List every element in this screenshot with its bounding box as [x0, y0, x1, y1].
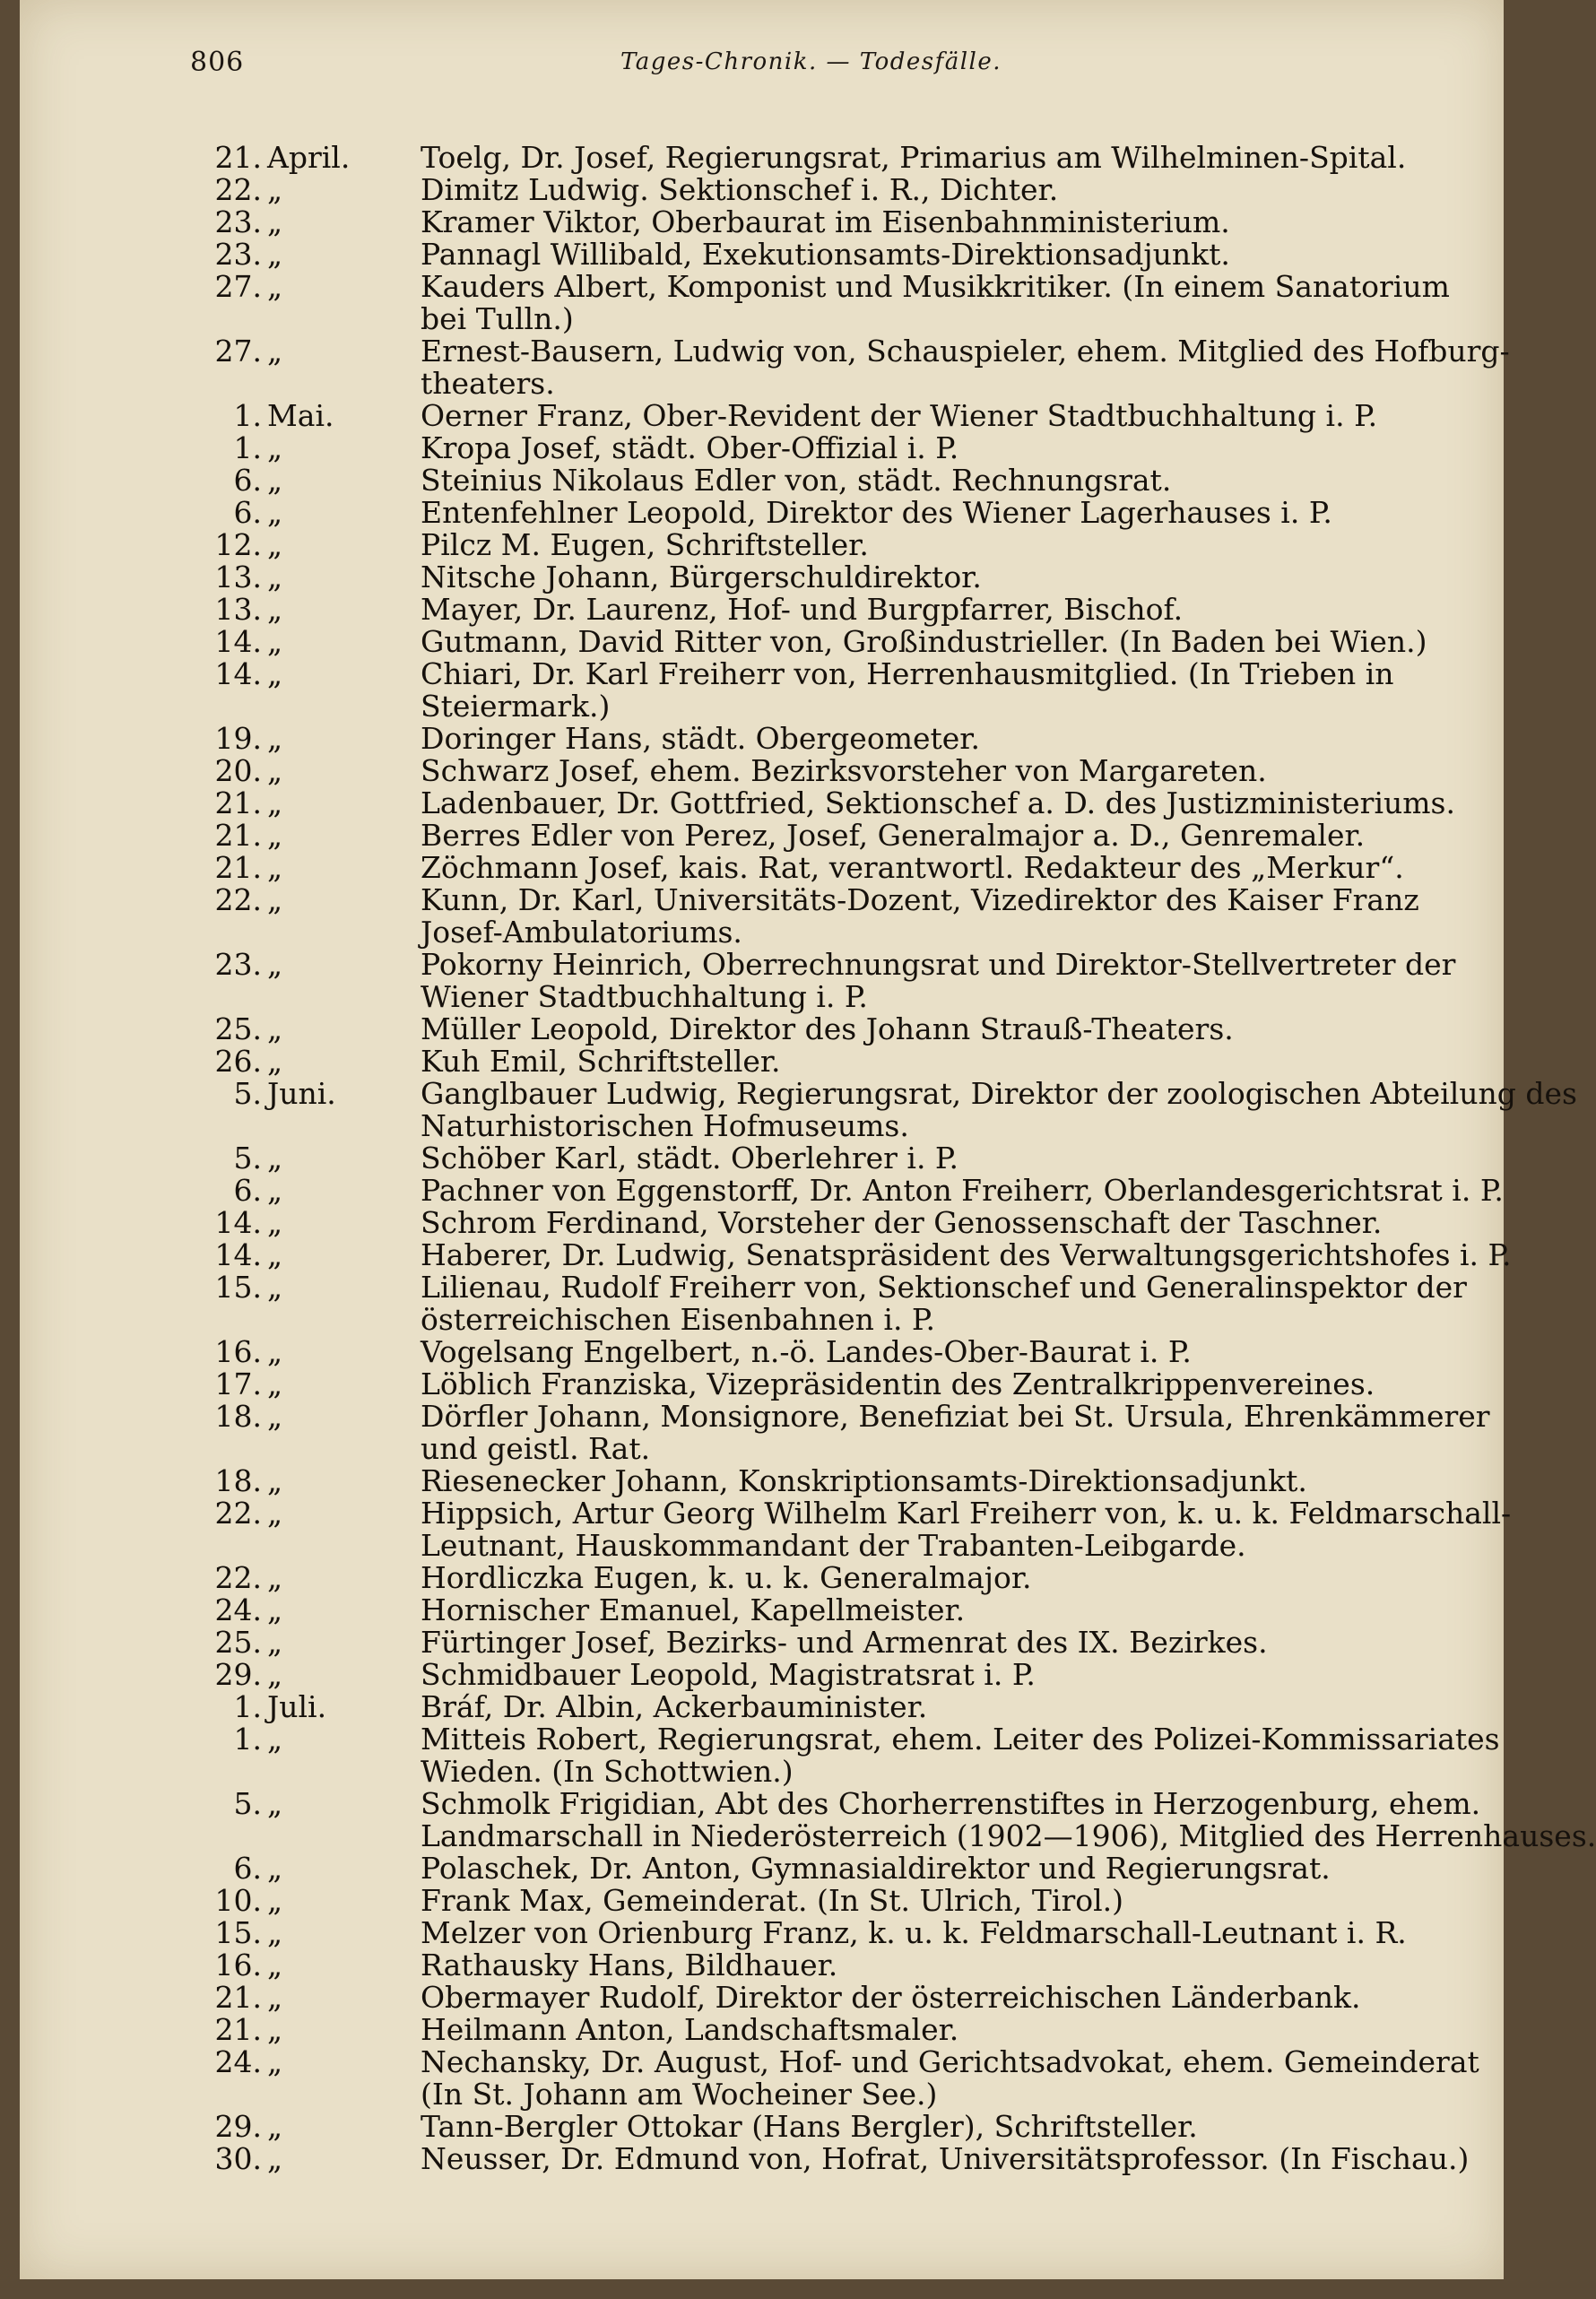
entry-first-line — [199, 1336, 1432, 1368]
entry-text: Entenfehlner Leopold, Direktor des Wiener Lagerhauses i. P. — [421, 495, 1332, 530]
entry-day: 24. — [214, 2044, 262, 2079]
entry-text: Naturhistorischen Hofmuseums. — [421, 1108, 909, 1143]
entry-month: „ — [267, 334, 283, 369]
entry-text: Steiermark.) — [421, 689, 611, 724]
list-item — [199, 755, 1432, 787]
entry-day: 24. — [214, 1592, 262, 1627]
entry-month: „ — [267, 2044, 283, 2079]
list-item — [199, 852, 1432, 884]
list-item — [199, 1465, 1432, 1497]
entry-day: 21. — [214, 140, 262, 175]
entry-day: 16. — [214, 1948, 262, 1982]
entry-first-line — [199, 1852, 1432, 1885]
entry-text: Berres Edler von Perez, Josef, Generalmajor a. D., Genremaler. — [421, 818, 1366, 853]
entry-day: 13. — [214, 592, 262, 627]
entry-first-line — [199, 400, 1432, 432]
entry-day: 21. — [214, 2012, 262, 2047]
entry-first-line — [199, 206, 1432, 239]
entry-day: 14. — [214, 624, 262, 659]
list-item — [199, 1076, 1577, 1143]
entry-month: „ — [267, 1141, 283, 1176]
entry-month: „ — [267, 172, 283, 207]
entry-day: 22. — [214, 172, 262, 207]
entry-day: 14. — [214, 656, 262, 691]
list-item — [199, 723, 1432, 755]
list-item — [199, 1885, 1432, 1917]
entry-day: 21. — [214, 785, 262, 820]
entry-month: „ — [267, 1496, 283, 1531]
entry-first-line — [199, 1562, 1432, 1594]
entry-continuation-line — [199, 981, 1432, 1013]
entry-month: „ — [267, 1851, 283, 1886]
entry-day: 15. — [214, 1270, 262, 1305]
entry-month: „ — [267, 1334, 283, 1369]
entry-first-line — [199, 1368, 1432, 1401]
entry-text: und geistl. Rat. — [421, 1431, 651, 1466]
entry-day: 23. — [214, 947, 262, 982]
entry-first-line — [199, 174, 1432, 206]
entry-continuation-line — [199, 1433, 1432, 1465]
entry-first-line — [199, 497, 1432, 529]
entry-month: „ — [267, 1592, 283, 1627]
list-item — [199, 1627, 1432, 1659]
entry-day: 14. — [214, 1237, 262, 1272]
entry-text: Fürtinger Josef, Bezirks- und Armenrat des IX. Bezirkes. — [421, 1625, 1268, 1660]
list-item — [199, 1722, 1500, 1789]
entry-text: Frank Max, Gemeinderat. (In St. Ulrich, Tirol.) — [421, 1883, 1124, 1918]
list-item — [199, 561, 1432, 594]
list-item — [199, 1237, 1512, 1272]
entry-text: Schrom Ferdinand, Vorsteher der Genossenschaft der Taschner. — [421, 1205, 1383, 1240]
list-item — [199, 432, 1432, 464]
entry-first-line — [199, 852, 1432, 884]
entry-month: April. — [267, 140, 351, 175]
entry-day: 18. — [214, 1463, 262, 1498]
entry-day: 5. — [233, 1786, 262, 1821]
entry-text: Heilmann Anton, Landschaftsmaler. — [421, 2012, 959, 2047]
entry-day: 21. — [214, 1980, 262, 2015]
entry-text: Lilienau, Rudolf Freiherr von, Sektionschef und Generalinspektor der — [421, 1270, 1467, 1305]
list-item — [199, 529, 1432, 561]
entry-month: „ — [267, 463, 283, 498]
entry-text: Hippsich, Artur Georg Wilhelm Karl Freiherr von, k. u. k. Feldmarschall- — [421, 1496, 1512, 1531]
list-item — [199, 1852, 1432, 1885]
entry-text: Müller Leopold, Direktor des Johann Strauß-Theaters. — [421, 1011, 1234, 1046]
entry-month: „ — [267, 947, 283, 982]
entry-text: Löblich Franziska, Vizepräsidentin des Zentralkrippenvereines. — [421, 1366, 1375, 1401]
entry-month: „ — [267, 1399, 283, 1434]
entry-month: „ — [267, 1044, 283, 1079]
entry-first-line — [199, 561, 1432, 594]
entry-first-line — [199, 1076, 1577, 1111]
entry-day: 1. — [233, 430, 262, 465]
list-item — [199, 884, 1432, 949]
entry-first-line — [199, 529, 1432, 561]
entry-day: 22. — [214, 882, 262, 917]
entry-day: 30. — [214, 2141, 262, 2176]
entry-first-line — [199, 2111, 1432, 2143]
entry-day: 22. — [214, 1560, 262, 1595]
entry-text: Pokorny Heinrich, Oberrechnungsrat und Direktor-Stellvertreter der — [421, 947, 1456, 982]
entry-first-line — [199, 947, 1456, 982]
entry-month: „ — [267, 624, 283, 659]
entry-month: „ — [267, 204, 283, 239]
entry-continuation-line — [199, 303, 1432, 335]
entry-day: 25. — [214, 1011, 262, 1046]
entry-day: 22. — [214, 1496, 262, 1531]
entry-day: 26. — [214, 1044, 262, 1079]
entry-text: Schöber Karl, städt. Oberlehrer i. P. — [421, 1141, 958, 1176]
entry-day: 29. — [214, 2109, 262, 2144]
entry-day: 10. — [214, 1883, 262, 1918]
entry-month: „ — [267, 1463, 283, 1498]
entry-text: Polaschek, Dr. Anton, Gymnasialdirektor und Regierungsrat. — [421, 1851, 1331, 1886]
entry-text: Bráf, Dr. Albin, Ackerbauminister. — [421, 1689, 928, 1724]
entry-day: 6. — [233, 1173, 262, 1208]
entry-continuation-line — [199, 1110, 1432, 1142]
entry-text: Kuh Emil, Schriftsteller. — [421, 1044, 781, 1079]
page-number: 806 — [190, 47, 245, 78]
entry-text: Josef-Ambulatoriums. — [421, 915, 742, 950]
entry-first-line — [199, 658, 1432, 690]
entry-first-line — [199, 1270, 1467, 1305]
entry-first-line — [199, 464, 1432, 497]
list-item — [199, 658, 1432, 723]
entry-text: Mitteis Robert, Regierungsrat, ehem. Leiter des Polizei-Kommissariates — [421, 1722, 1500, 1757]
entry-month: „ — [267, 882, 283, 917]
entry-first-line — [199, 1207, 1432, 1239]
list-item — [199, 1786, 1596, 1853]
list-item — [199, 334, 1510, 401]
entry-month: „ — [267, 1270, 283, 1305]
entry-first-line — [199, 1885, 1432, 1917]
entry-continuation-line — [199, 1304, 1432, 1336]
entry-month: „ — [267, 818, 283, 853]
entry-month: „ — [267, 1883, 283, 1918]
entry-month: Juli. — [267, 1689, 327, 1724]
entry-first-line — [199, 1659, 1432, 1691]
entry-first-line — [199, 1917, 1432, 1949]
entry-day: 25. — [214, 1625, 262, 1660]
list-item — [199, 1496, 1512, 1563]
entry-month: „ — [267, 1915, 283, 1950]
entry-first-line — [199, 1045, 1432, 1078]
entry-first-line — [199, 269, 1450, 304]
entry-first-line — [199, 594, 1432, 626]
entry-first-line — [199, 884, 1432, 916]
entry-month: „ — [267, 1173, 283, 1208]
entry-text: Kauders Albert, Komponist und Musikkritiker. (In einem Sanatorium — [421, 269, 1450, 304]
entry-day: 16. — [214, 1334, 262, 1369]
entry-day: 21. — [214, 850, 262, 885]
running-title: Tages-Chronik. — Todesfälle. — [620, 48, 1002, 75]
entry-continuation-line — [199, 916, 1432, 949]
entry-month: „ — [267, 1625, 283, 1660]
entry-continuation-line — [199, 368, 1432, 400]
list-item — [199, 464, 1432, 497]
list-item — [199, 1207, 1432, 1239]
entry-text: Steinius Nikolaus Edler von, städt. Rechnungsrat. — [421, 463, 1172, 498]
entry-text: Dimitz Ludwig. Sektionschef i. R., Dichter. — [421, 172, 1059, 207]
entry-text: Chiari, Dr. Karl Freiherr von, Herrenhausmitglied. (In Trieben in — [421, 656, 1394, 691]
entry-text: Dörfler Johann, Monsignore, Benefiziat bei St. Ursula, Ehrenkämmerer — [421, 1399, 1490, 1434]
entry-day: 20. — [214, 753, 262, 788]
list-item — [199, 206, 1432, 239]
entry-day: 27. — [214, 334, 262, 369]
list-item — [199, 1399, 1490, 1466]
death-notice-list — [199, 140, 1596, 2176]
entry-day: 27. — [214, 269, 262, 304]
list-item — [199, 497, 1432, 529]
entry-text: Tann-Bergler Ottokar (Hans Bergler), Schriftsteller. — [421, 2109, 1198, 2144]
list-item — [199, 2111, 1432, 2143]
entry-text: (In St. Johann am Wocheiner See.) — [421, 2077, 938, 2112]
entry-text: bei Tulln.) — [421, 301, 574, 336]
entry-day: 6. — [233, 1851, 262, 1886]
entry-first-line — [199, 1982, 1432, 2014]
entry-month: „ — [267, 237, 283, 272]
entry-first-line — [199, 142, 1432, 174]
entry-month: „ — [267, 721, 283, 756]
list-item — [199, 785, 1455, 820]
list-item — [199, 1270, 1467, 1337]
entry-text: Rathausky Hans, Bildhauer. — [421, 1948, 838, 1982]
list-item — [199, 1917, 1432, 1949]
entry-text: Leutnant, Hauskommandant der Trabanten-Leibgarde. — [421, 1528, 1246, 1563]
entry-text: Schmidbauer Leopold, Magistratsrat i. P. — [421, 1657, 1036, 1692]
entry-month: „ — [267, 1560, 283, 1595]
entry-first-line — [199, 1722, 1500, 1757]
list-item — [199, 1368, 1432, 1401]
entry-day: 23. — [214, 237, 262, 272]
entry-continuation-line — [199, 2078, 1432, 2111]
entry-text: Riesenecker Johann, Konskriptionsamts-Direktionsadjunkt. — [421, 1463, 1307, 1498]
list-item — [199, 947, 1456, 1014]
entry-text: Vogelsang Engelbert, n.-ö. Landes-Ober-Baurat i. P. — [421, 1334, 1192, 1369]
entry-text: Kunn, Dr. Karl, Universitäts-Dozent, Vizedirektor des Kaiser Franz — [421, 882, 1419, 917]
list-item — [199, 626, 1432, 658]
entry-month: „ — [267, 1722, 283, 1757]
entry-first-line — [199, 1173, 1504, 1208]
entry-day: 5. — [233, 1076, 262, 1111]
entry-day: 12. — [214, 527, 262, 562]
entry-first-line — [199, 1496, 1512, 1531]
list-item — [199, 174, 1432, 206]
entry-text: Nitsche Johann, Bürgerschuldirektor. — [421, 560, 982, 594]
entry-text: Oerner Franz, Ober-Revident der Wiener Stadtbuchhaltung i. P. — [421, 398, 1378, 433]
entry-continuation-line — [199, 1530, 1432, 1562]
entry-month: „ — [267, 1786, 283, 1821]
entry-text: Wiener Stadtbuchhaltung i. P. — [421, 979, 868, 1014]
entry-first-line — [199, 2014, 1432, 2046]
entry-text: Zöchmann Josef, kais. Rat, verantwortl. Redakteur des „Merkur“. — [421, 850, 1404, 885]
list-item — [199, 1142, 1432, 1175]
entry-first-line — [199, 1465, 1432, 1497]
entry-day: 5. — [233, 1141, 262, 1176]
entry-first-line — [199, 820, 1432, 852]
entry-day: 13. — [214, 560, 262, 594]
entry-text: Pilcz M. Eugen, Schriftsteller. — [421, 527, 869, 562]
list-item — [199, 1659, 1432, 1691]
entry-day: 1. — [233, 1722, 262, 1757]
entry-text: Melzer von Orienburg Franz, k. u. k. Feldmarschall-Leutnant i. R. — [421, 1915, 1407, 1950]
entry-day: 1. — [233, 398, 262, 433]
entry-text: Nechansky, Dr. August, Hof- und Gerichtsadvokat, ehem. Gemeinderat — [421, 2044, 1479, 2079]
entry-first-line — [199, 723, 1432, 755]
entry-text: Toelg, Dr. Josef, Regierungsrat, Primarius am Wilhelminen-Spital. — [421, 140, 1407, 175]
entry-text: Neusser, Dr. Edmund von, Hofrat, Universitätsprofessor. (In Fischau.) — [421, 2141, 1470, 2176]
entry-first-line — [199, 785, 1455, 820]
list-item — [199, 1013, 1432, 1045]
entry-first-line — [199, 1786, 1481, 1821]
entry-month: „ — [267, 2012, 283, 2047]
entry-first-line — [199, 1949, 1432, 1982]
entry-month: „ — [267, 1657, 283, 1692]
entry-first-line — [199, 432, 1432, 464]
entry-text: Ladenbauer, Dr. Gottfried, Sektionschef a. D. des Justizministeriums. — [421, 785, 1455, 820]
entry-text: Hordliczka Eugen, k. u. k. Generalmajor. — [421, 1560, 1032, 1595]
entry-first-line — [199, 1013, 1432, 1045]
entry-first-line — [199, 239, 1432, 271]
entry-text: Landmarschall in Niederösterreich (1902—1906), Mitglied des Herrenhauses. — [421, 1818, 1596, 1853]
entry-day: 6. — [233, 463, 262, 498]
entry-day: 14. — [214, 1205, 262, 1240]
entry-month: „ — [267, 2141, 283, 2176]
entry-month: „ — [267, 1948, 283, 1982]
entry-month: „ — [267, 1011, 283, 1046]
entry-month: Mai. — [267, 398, 334, 433]
entry-month: „ — [267, 656, 283, 691]
entry-text: Haberer, Dr. Ludwig, Senatspräsident des Verwaltungsgerichtshofes i. P. — [421, 1237, 1512, 1272]
entry-text: Schwarz Josef, ehem. Bezirksvorsteher von Margareten. — [421, 753, 1267, 788]
list-item — [199, 1045, 1432, 1078]
entry-text: Pannagl Willibald, Exekutionsamts-Direktionsadjunkt. — [421, 237, 1230, 272]
entry-text: Obermayer Rudolf, Direktor der österreichischen Länderbank. — [421, 1980, 1361, 2015]
entry-month: „ — [267, 495, 283, 530]
entry-month: „ — [267, 592, 283, 627]
entry-text: Gutmann, David Ritter von, Großindustrieller. (In Baden bei Wien.) — [421, 624, 1427, 659]
list-item — [199, 142, 1432, 174]
entry-day: 18. — [214, 1399, 262, 1434]
entry-month: „ — [267, 269, 283, 304]
entry-month: „ — [267, 753, 283, 788]
entry-first-line — [199, 1142, 1432, 1175]
list-item — [199, 1691, 1432, 1723]
entry-first-line — [199, 334, 1510, 369]
list-item — [199, 2044, 1479, 2112]
entry-month: „ — [267, 1205, 283, 1240]
list-item — [199, 594, 1432, 626]
entry-first-line — [199, 1627, 1432, 1659]
list-item — [199, 269, 1450, 336]
document-page — [20, 0, 1596, 2279]
list-item — [199, 239, 1432, 271]
entry-text: österreichischen Eisenbahnen i. P. — [421, 1302, 935, 1337]
list-item — [199, 1594, 1432, 1627]
entry-text: Ernest-Bausern, Ludwig von, Schauspieler, ehem. Mitglied des Hofburg- — [421, 334, 1510, 369]
entry-first-line — [199, 2141, 1470, 2176]
list-item — [199, 820, 1432, 852]
entry-month: „ — [267, 1237, 283, 1272]
entry-text: Schmolk Frigidian, Abt des Chorherrenstiftes in Herzogenburg, ehem. — [421, 1786, 1481, 1821]
entry-day: 23. — [214, 204, 262, 239]
entry-continuation-line — [199, 1756, 1432, 1788]
entry-day: 19. — [214, 721, 262, 756]
entry-month: „ — [267, 430, 283, 465]
entry-first-line — [199, 2044, 1479, 2079]
entry-first-line — [199, 1594, 1432, 1627]
entry-day: 29. — [214, 1657, 262, 1692]
entry-text: Ganglbauer Ludwig, Regierungsrat, Direktor der zoologischen Abteilung des — [421, 1076, 1577, 1111]
entry-day: 21. — [214, 818, 262, 853]
entry-text: Pachner von Eggenstorff, Dr. Anton Freiherr, Oberlandesgerichtsrat i. P. — [421, 1173, 1504, 1208]
list-item — [199, 1562, 1432, 1594]
entry-first-line — [199, 1237, 1512, 1272]
entry-day: 1. — [233, 1689, 262, 1724]
list-item — [199, 1949, 1432, 1982]
entry-text: Hornischer Emanuel, Kapellmeister. — [421, 1592, 966, 1627]
entry-day: 6. — [233, 495, 262, 530]
entry-first-line — [199, 626, 1432, 658]
entry-text: Doringer Hans, städt. Obergeometer. — [421, 721, 980, 756]
entry-text: Kramer Viktor, Oberbaurat im Eisenbahnministerium. — [421, 204, 1230, 239]
entry-first-line — [199, 1691, 1432, 1723]
entry-text: Wieden. (In Schottwien.) — [421, 1754, 794, 1789]
entry-month: „ — [267, 527, 283, 562]
entry-day: 17. — [214, 1366, 262, 1401]
entry-first-line — [199, 1399, 1490, 1434]
list-item — [199, 1982, 1432, 2014]
entry-month: „ — [267, 560, 283, 594]
entry-month: „ — [267, 1366, 283, 1401]
entry-text: Mayer, Dr. Laurenz, Hof- und Burgpfarrer, Bischof. — [421, 592, 1184, 627]
entry-continuation-line — [199, 1818, 1596, 1853]
entry-month: „ — [267, 2109, 283, 2144]
list-item — [199, 400, 1432, 432]
entry-month: Juni. — [267, 1076, 336, 1111]
entry-first-line — [199, 755, 1432, 787]
list-item — [199, 2141, 1470, 2176]
entry-text: theaters. — [421, 366, 555, 401]
entry-month: „ — [267, 850, 283, 885]
list-item — [199, 2014, 1432, 2046]
entry-day: 15. — [214, 1915, 262, 1950]
list-item — [199, 1336, 1432, 1368]
entry-month: „ — [267, 1980, 283, 2015]
entry-continuation-line — [199, 690, 1432, 723]
list-item — [199, 1173, 1504, 1208]
page-header — [190, 47, 1432, 82]
entry-month: „ — [267, 785, 283, 820]
entry-text: Kropa Josef, städt. Ober-Offizial i. P. — [421, 430, 959, 465]
